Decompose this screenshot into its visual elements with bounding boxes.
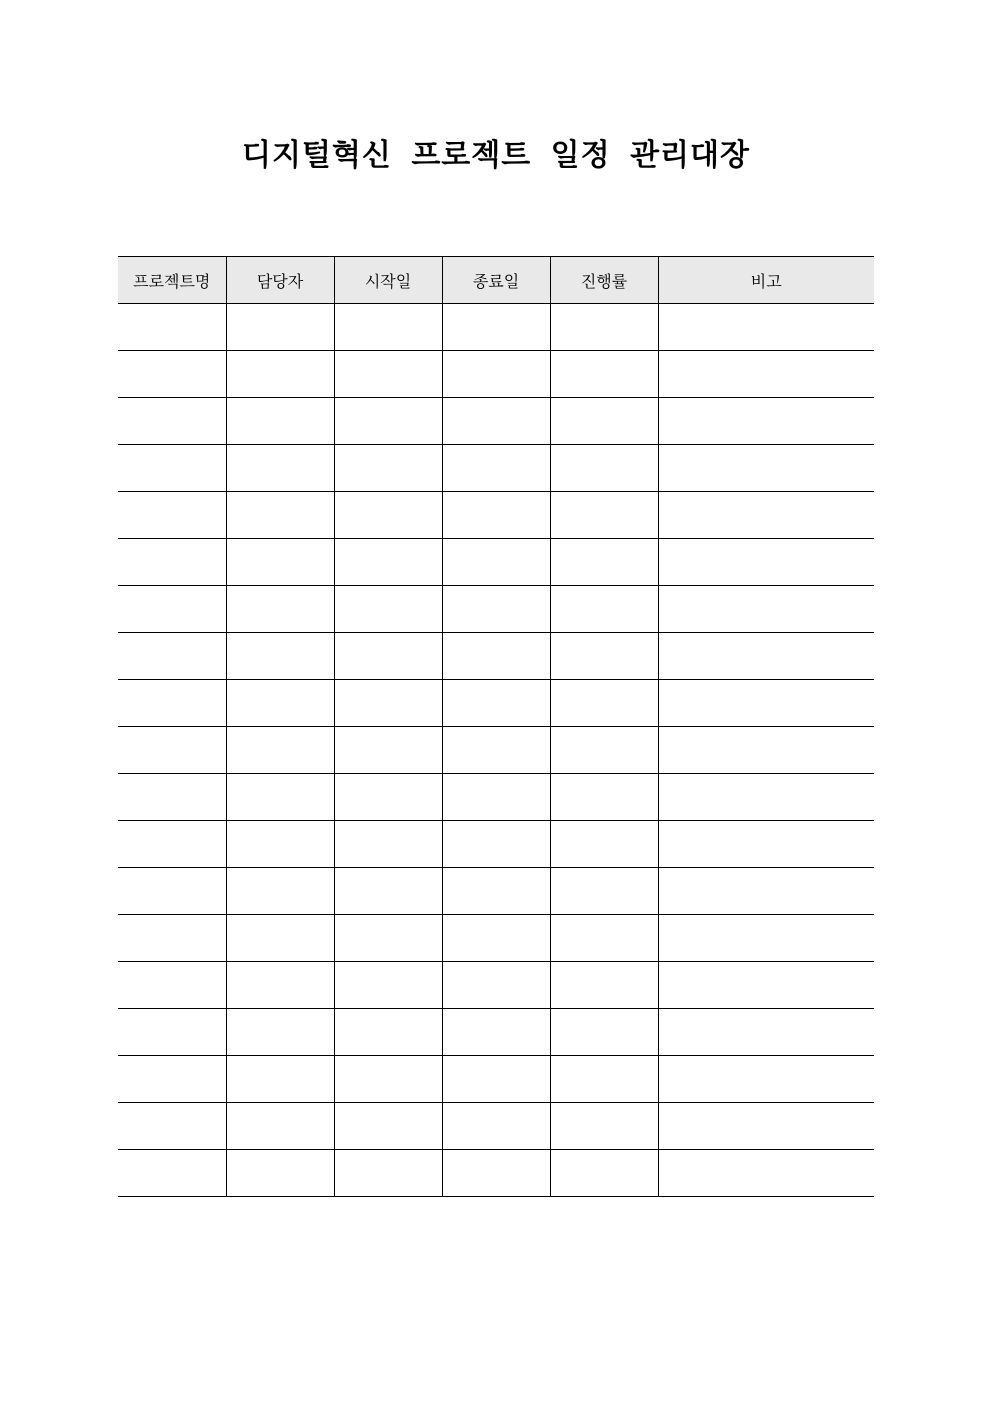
cell-remarks[interactable] — [658, 680, 874, 727]
cell-start-date[interactable] — [334, 680, 442, 727]
cell-end-date[interactable] — [442, 1150, 550, 1197]
cell-end-date[interactable] — [442, 539, 550, 586]
cell-start-date[interactable] — [334, 1103, 442, 1150]
cell-progress[interactable] — [550, 586, 658, 633]
cell-assignee[interactable] — [226, 680, 334, 727]
cell-project-name[interactable] — [118, 492, 226, 539]
cell-project-name[interactable] — [118, 774, 226, 821]
cell-progress[interactable] — [550, 915, 658, 962]
cell-assignee[interactable] — [226, 539, 334, 586]
cell-remarks[interactable] — [658, 304, 874, 351]
cell-progress[interactable] — [550, 1009, 658, 1056]
cell-end-date[interactable] — [442, 727, 550, 774]
cell-start-date[interactable] — [334, 727, 442, 774]
cell-project-name[interactable] — [118, 1056, 226, 1103]
table-header — [118, 257, 874, 304]
cell-remarks[interactable] — [658, 586, 874, 633]
cell-progress[interactable] — [550, 398, 658, 445]
table-row — [118, 680, 874, 727]
cell-progress[interactable] — [550, 304, 658, 351]
table-row — [118, 1056, 874, 1103]
cell-remarks[interactable] — [658, 633, 874, 680]
cell-end-date[interactable] — [442, 492, 550, 539]
cell-start-date[interactable] — [334, 445, 442, 492]
cell-end-date[interactable] — [442, 304, 550, 351]
table-row — [118, 445, 874, 492]
cell-start-date[interactable] — [334, 962, 442, 1009]
cell-end-date[interactable] — [442, 398, 550, 445]
cell-remarks[interactable] — [658, 398, 874, 445]
header-start-date: 시작일 — [334, 257, 442, 304]
cell-end-date[interactable] — [442, 1056, 550, 1103]
cell-remarks[interactable] — [658, 821, 874, 868]
cell-progress[interactable] — [550, 774, 658, 821]
cell-start-date[interactable] — [334, 915, 442, 962]
cell-assignee[interactable] — [226, 962, 334, 1009]
cell-start-date[interactable] — [334, 633, 442, 680]
cell-end-date[interactable] — [442, 1009, 550, 1056]
cell-progress[interactable] — [550, 727, 658, 774]
table-row — [118, 539, 874, 586]
cell-project-name[interactable] — [118, 304, 226, 351]
cell-project-name[interactable] — [118, 680, 226, 727]
table-row — [118, 398, 874, 445]
table-row — [118, 821, 874, 868]
table-row — [118, 1150, 874, 1197]
cell-start-date[interactable] — [334, 351, 442, 398]
cell-assignee[interactable] — [226, 727, 334, 774]
cell-end-date[interactable] — [442, 962, 550, 1009]
table-row — [118, 492, 874, 539]
cell-end-date[interactable] — [442, 633, 550, 680]
cell-end-date[interactable] — [442, 774, 550, 821]
cell-start-date[interactable] — [334, 1150, 442, 1197]
table-row — [118, 351, 874, 398]
cell-remarks[interactable] — [658, 445, 874, 492]
cell-assignee[interactable] — [226, 1150, 334, 1197]
cell-progress[interactable] — [550, 539, 658, 586]
cell-remarks[interactable] — [658, 1150, 874, 1197]
cell-remarks[interactable] — [658, 962, 874, 1009]
cell-progress[interactable] — [550, 680, 658, 727]
cell-assignee[interactable] — [226, 398, 334, 445]
cell-remarks[interactable] — [658, 915, 874, 962]
cell-end-date[interactable] — [442, 915, 550, 962]
table-body — [118, 304, 874, 1197]
table-row — [118, 774, 874, 821]
cell-assignee[interactable] — [226, 774, 334, 821]
table-row — [118, 915, 874, 962]
cell-remarks[interactable] — [658, 539, 874, 586]
cell-progress[interactable] — [550, 633, 658, 680]
cell-start-date[interactable] — [334, 586, 442, 633]
cell-project-name[interactable] — [118, 586, 226, 633]
cell-progress[interactable] — [550, 962, 658, 1009]
schedule-table — [118, 256, 874, 1197]
cell-assignee[interactable] — [226, 1103, 334, 1150]
cell-assignee[interactable] — [226, 586, 334, 633]
cell-start-date[interactable] — [334, 868, 442, 915]
cell-start-date[interactable] — [334, 1056, 442, 1103]
cell-project-name[interactable] — [118, 445, 226, 492]
cell-remarks[interactable] — [658, 351, 874, 398]
cell-remarks[interactable] — [658, 774, 874, 821]
cell-assignee[interactable] — [226, 1056, 334, 1103]
cell-assignee[interactable] — [226, 633, 334, 680]
cell-assignee[interactable] — [226, 915, 334, 962]
cell-start-date[interactable] — [334, 492, 442, 539]
table-row — [118, 1009, 874, 1056]
cell-remarks[interactable] — [658, 1056, 874, 1103]
cell-project-name[interactable] — [118, 868, 226, 915]
cell-assignee[interactable] — [226, 351, 334, 398]
cell-progress[interactable] — [550, 1150, 658, 1197]
table-row — [118, 304, 874, 351]
cell-remarks[interactable] — [658, 1009, 874, 1056]
header-progress: 진행률 — [550, 257, 658, 304]
cell-assignee[interactable] — [226, 868, 334, 915]
cell-project-name[interactable] — [118, 1150, 226, 1197]
table-row — [118, 727, 874, 774]
cell-progress[interactable] — [550, 351, 658, 398]
cell-progress[interactable] — [550, 868, 658, 915]
cell-assignee[interactable] — [226, 821, 334, 868]
cell-start-date[interactable] — [334, 821, 442, 868]
table-row — [118, 868, 874, 915]
cell-start-date[interactable] — [334, 398, 442, 445]
cell-project-name[interactable] — [118, 633, 226, 680]
cell-assignee[interactable] — [226, 445, 334, 492]
cell-remarks[interactable] — [658, 868, 874, 915]
cell-end-date[interactable] — [442, 351, 550, 398]
cell-end-date[interactable] — [442, 821, 550, 868]
table-row — [118, 633, 874, 680]
cell-end-date[interactable] — [442, 680, 550, 727]
cell-project-name[interactable] — [118, 398, 226, 445]
cell-progress[interactable] — [550, 821, 658, 868]
header-remarks: 비고 — [658, 257, 874, 304]
header-project-name: 프로젝트명 — [118, 257, 226, 304]
cell-remarks[interactable] — [658, 727, 874, 774]
cell-assignee[interactable] — [226, 1009, 334, 1056]
cell-progress[interactable] — [550, 1056, 658, 1103]
cell-remarks[interactable] — [658, 492, 874, 539]
cell-assignee[interactable] — [226, 304, 334, 351]
cell-project-name[interactable] — [118, 539, 226, 586]
cell-assignee[interactable] — [226, 492, 334, 539]
cell-progress[interactable] — [550, 1103, 658, 1150]
cell-start-date[interactable] — [334, 304, 442, 351]
cell-project-name[interactable] — [118, 1009, 226, 1056]
cell-end-date[interactable] — [442, 586, 550, 633]
cell-start-date[interactable] — [334, 1009, 442, 1056]
cell-start-date[interactable] — [334, 539, 442, 586]
header-row — [118, 257, 874, 304]
table-row — [118, 1103, 874, 1150]
cell-project-name[interactable] — [118, 821, 226, 868]
cell-project-name[interactable] — [118, 1103, 226, 1150]
table-row — [118, 586, 874, 633]
cell-remarks[interactable] — [658, 1103, 874, 1150]
header-end-date: 종료일 — [442, 257, 550, 304]
header-assignee: 담당자 — [226, 257, 334, 304]
cell-end-date[interactable] — [442, 868, 550, 915]
cell-project-name[interactable] — [118, 727, 226, 774]
cell-project-name[interactable] — [118, 962, 226, 1009]
cell-end-date[interactable] — [442, 1103, 550, 1150]
cell-project-name[interactable] — [118, 915, 226, 962]
cell-start-date[interactable] — [334, 774, 442, 821]
cell-progress[interactable] — [550, 492, 658, 539]
cell-project-name[interactable] — [118, 351, 226, 398]
page-title: 디지털혁신 프로젝트 일정 관리대장 — [241, 138, 751, 173]
cell-progress[interactable] — [550, 445, 658, 492]
table-row — [118, 962, 874, 1009]
cell-end-date[interactable] — [442, 445, 550, 492]
